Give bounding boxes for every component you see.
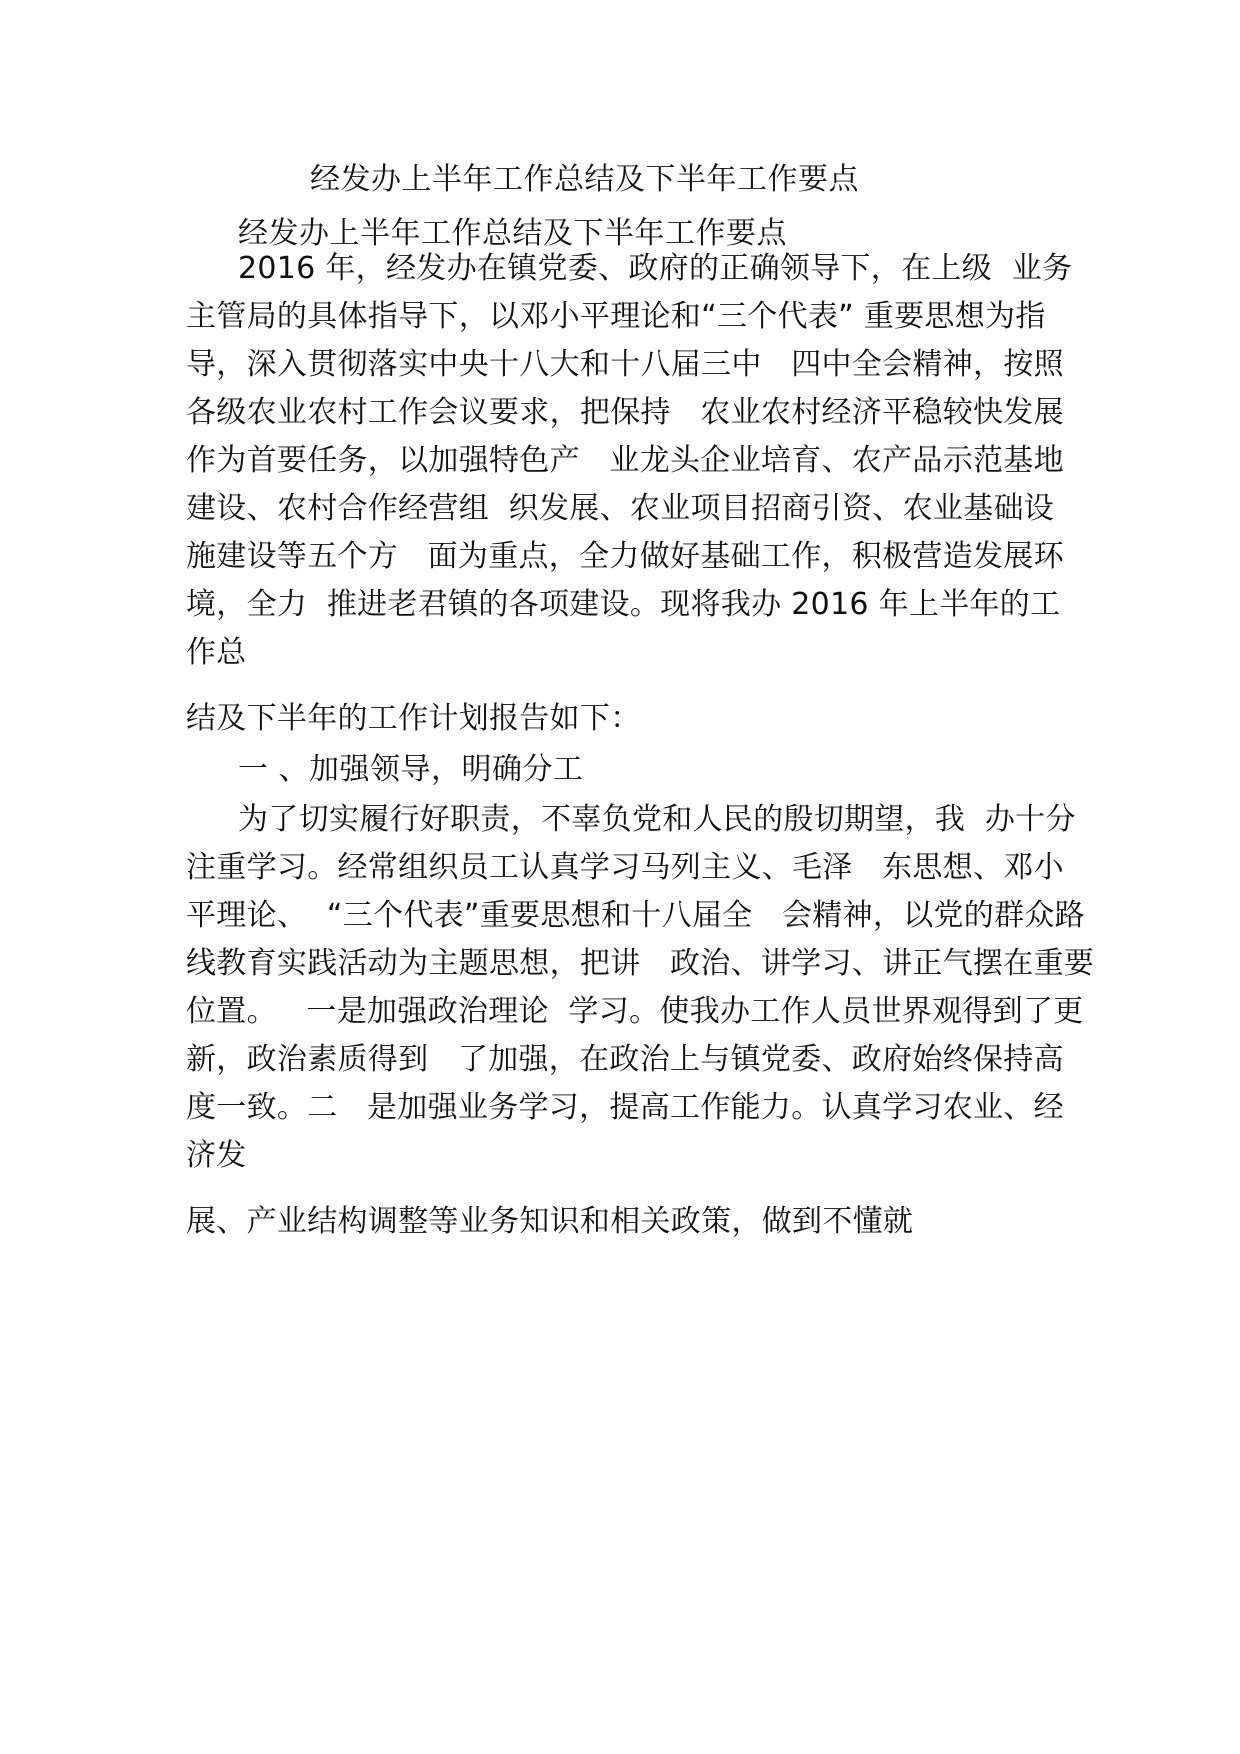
paragraph1-continued: 结及下半年的工作计划报告如下：: [186, 701, 641, 736]
paragraph2-line-6: 新，政治素质得到 了加强，在政治上与镇党委、政府始终保持高: [186, 1042, 1064, 1077]
paragraph1-line-3: 导，深入贯彻落实中央十八大和十八届三中 四中全会精神，按照: [186, 347, 1064, 382]
paragraph1-line-9: 作总: [186, 635, 247, 670]
paragraph2-line-2: 注重学习。经常组织员工认真学习马列主义、毛泽 东思想、邓小: [186, 850, 1064, 885]
paragraph2-line-7: 度一致。二 是加强业务学习，提高工作能力。认真学习农业、经: [186, 1090, 1064, 1125]
paragraph1-line-4: 各级农业农村工作会议要求，把保持 农业农村经济平稳较快发展: [186, 395, 1064, 430]
document-subtitle: 经发办上半年工作总结及下半年工作要点: [238, 216, 787, 251]
paragraph1-line-8: 境，全力 推进老君镇的各项建设。现将我办 2016 年上半年的工: [186, 587, 1061, 622]
paragraph2-line-3: 平理论、 “三个代表”重要思想和十八届全 会精神，以党的群众路: [186, 898, 1085, 933]
paragraph2-line-4: 线教育实践活动为主题思想，把讲 政治、讲学习、讲正气摆在重要: [186, 946, 1095, 981]
paragraph1-line-2: 主管局的具体指导下，以邓小平理论和“三个代表” 重要思想为指: [186, 299, 1046, 334]
paragraph1-line-6: 建设、农村合作经营组 织发展、农业项目招商引资、农业基础设: [186, 491, 1055, 526]
paragraph2-line-8: 济发: [186, 1138, 247, 1173]
paragraph1-line-5: 作为首要任务，以加强特色产 业龙头企业培育、农产品示范基地: [186, 443, 1064, 478]
section-heading: 一 、加强领导，明确分工: [238, 752, 584, 787]
paragraph2-continued: 展、产业结构调整等业务知识和相关政策，做到不懂就: [186, 1204, 914, 1239]
paragraph1-line-7: 施建设等五个方 面为重点，全力做好基础工作，积极营造发展环: [186, 539, 1064, 574]
paragraph1-line-1: 2016 年，经发办在镇党委、政府的正确领导下，在上级 业务: [238, 251, 1073, 286]
paragraph2-line-1: 为了切实履行好职责，不辜负党和人民的殷切期望，我 办十分: [238, 802, 1076, 837]
paragraph2-line-5: 位置。 一是加强政治理论 学习。使我办工作人员世界观得到了更: [186, 994, 1084, 1029]
document-title: 经发办上半年工作总结及下半年工作要点: [310, 162, 859, 197]
